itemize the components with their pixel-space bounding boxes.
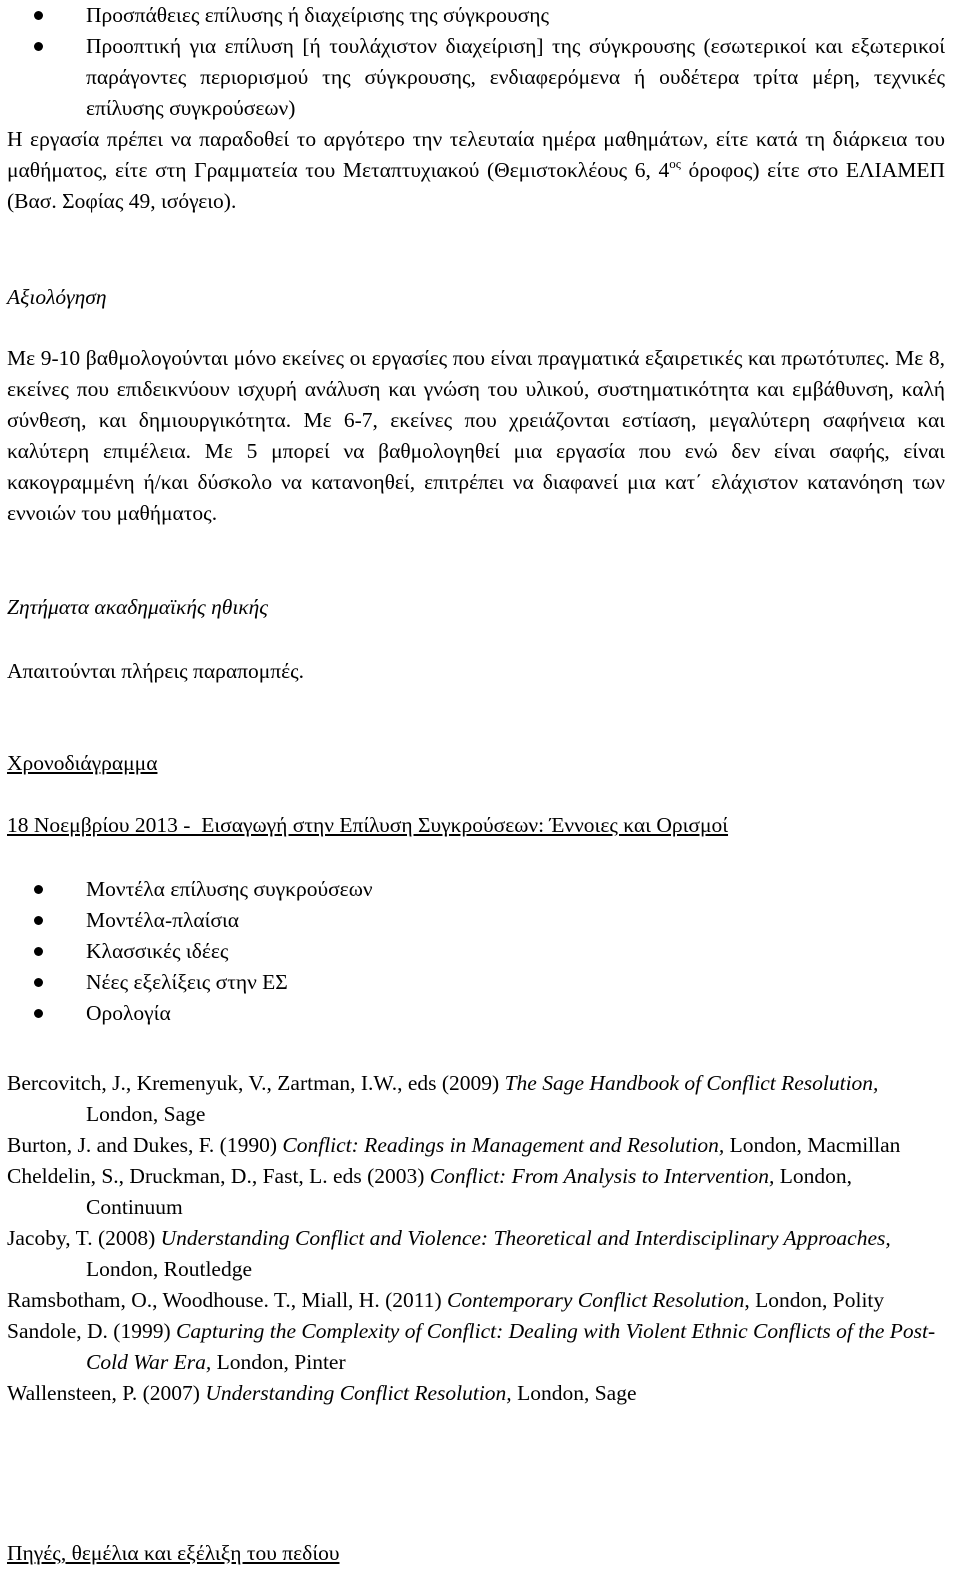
reference-authors: Wallensteen, P. (2007) xyxy=(7,1381,206,1405)
reference-publisher: London, Continuum xyxy=(86,1164,852,1219)
reference-item xyxy=(7,1130,945,1161)
reference-publisher: London, Routledge xyxy=(86,1257,253,1281)
list-item: Μοντέλα-πλαίσια xyxy=(7,905,945,936)
list-item: Μοντέλα επίλυσης συγκρούσεων xyxy=(7,874,945,905)
reference-authors: Ramsbotham, O., Woodhouse. T., Miall, H. (2011) xyxy=(7,1288,447,1312)
reference-item xyxy=(7,1068,945,1130)
reference-title: Understanding Conflict Resolution, xyxy=(205,1381,512,1405)
top-bullet-list xyxy=(7,0,945,124)
reference-authors: Cheldelin, S., Druckman, D., Fast, L. eds (2003) xyxy=(7,1164,430,1188)
schedule-heading: Χρονοδιάγραμμα xyxy=(7,751,158,775)
reference-item xyxy=(7,1378,945,1409)
reference-authors: Sandole, D. (1999) xyxy=(7,1319,176,1343)
reference-item xyxy=(7,1161,945,1223)
evaluation-heading: Αξιολόγηση xyxy=(7,285,107,309)
reference-publisher: London, Pinter xyxy=(211,1350,346,1374)
reference-title: Contemporary Conflict Resolution xyxy=(446,1288,745,1312)
list-item: Ορολογία xyxy=(7,998,945,1029)
submission-text-end: όροφος) είτε στο ΕΛΙΑΜΕΠ (Βασ. Σοφίας 49, ισόγειο). xyxy=(7,158,945,213)
reference-item xyxy=(7,1316,945,1378)
reference-authors: Burton, J. and Dukes, F. (1990) xyxy=(7,1133,283,1157)
reference-publisher: London, Sage xyxy=(86,1102,206,1126)
reference-title: The Sage Handbook of Conflict Resolution, xyxy=(504,1071,879,1095)
reference-publisher: London, Macmillan xyxy=(724,1133,901,1157)
reference-title: Capturing the Complexity of Conflict: Dealing with Violent Ethnic Conflicts of the Post-Cold War Era, xyxy=(86,1319,936,1374)
reference-item xyxy=(7,1285,945,1316)
reference-title: Conflict: From Analysis to Intervention, xyxy=(429,1164,775,1188)
list-item: Νέες εξελίξεις στην ΕΣ xyxy=(7,967,945,998)
reference-item xyxy=(7,1223,945,1285)
ethics-heading: Ζητήματα ακαδημαϊκής ηθικής xyxy=(7,595,269,619)
ethics-paragraph: Απαιτούνται πλήρεις παραπομπές. xyxy=(7,659,305,683)
list-item: Προοπτική για επίλυση [ή τουλάχιστον διαχείριση] της σύγκρουσης (εσωτερικοί και εξωτερικοί παράγοντες περιορισμού της σύγκρουσης, ενδιαφερόμενα ή ουδέτερα τρίτα μέρη, τεχνικές επίλυσης συγκρούσεων) xyxy=(7,31,945,124)
reference-title: Conflict: Readings in Management and Resolution, xyxy=(282,1133,725,1157)
list-item: Κλασσικές ιδέες xyxy=(7,936,945,967)
reference-title: Understanding Conflict and Violence: Theoretical and Interdisciplinary Approaches, xyxy=(160,1226,891,1250)
reference-authors: Jacoby, T. (2008) xyxy=(7,1226,161,1250)
submission-text: Η εργασία πρέπει να παραδοθεί το αργότερο την τελευταία ημέρα μαθημάτων, είτε κατά τη διάρκεια του μαθήματος, είτε στη Γραμματεία του Μεταπτυχιακού (Θεμιστοκλέους 6, 4 xyxy=(7,127,945,182)
list-item: Προσπάθειες επίλυσης ή διαχείρισης της σύγκρουσης xyxy=(7,0,945,31)
superscript: ος xyxy=(669,156,681,171)
reference-list xyxy=(7,1068,945,1409)
reference-authors: Bercovitch, J., Kremenyuk, V., Zartman, I.W., eds (2009) xyxy=(7,1071,505,1095)
reference-publisher: , London, Polity xyxy=(744,1288,885,1312)
evaluation-paragraph: Με 9-10 βαθμολογούνται μόνο εκείνες οι εργασίες που είναι πραγματικά εξαιρετικές και πρωτότυπες. Με 8, εκείνες που επιδεικνύουν ισχυρή ανάλυση και γνώση του υλικού, συστηματικότητα και εμβάθυνση, καλή σύνθεση, και δημιουργικότητα. Με 6-7, εκείνες που χρειάζονται εστίαση, μεγαλύτερη σαφήνεια και καλύτερη επιμέλεια. Με 5 μπορεί να βαθμολογηθεί μια εργασία που ενώ δεν είναι σαφής, είναι κακογραμμένη ή/και δύσκολο να κατανοηθεί, επιτρέπει να διαφανεί μια κατ΄ ελάχιστον κατανόηση των εννοιών του μαθήματος. xyxy=(7,346,945,525)
next-section-heading: Πηγές, θεμέλια και εξέλιξη του πεδίου xyxy=(7,1541,340,1565)
submission-paragraph xyxy=(7,124,945,217)
reference-publisher: London, Sage xyxy=(511,1381,637,1405)
session-topic-list xyxy=(7,874,945,1029)
session-title: 18 Νοεμβρίου 2013 - Εισαγωγή στην Επίλυση Συγκρούσεων: Έννοιες και Ορισμοί xyxy=(7,813,729,837)
